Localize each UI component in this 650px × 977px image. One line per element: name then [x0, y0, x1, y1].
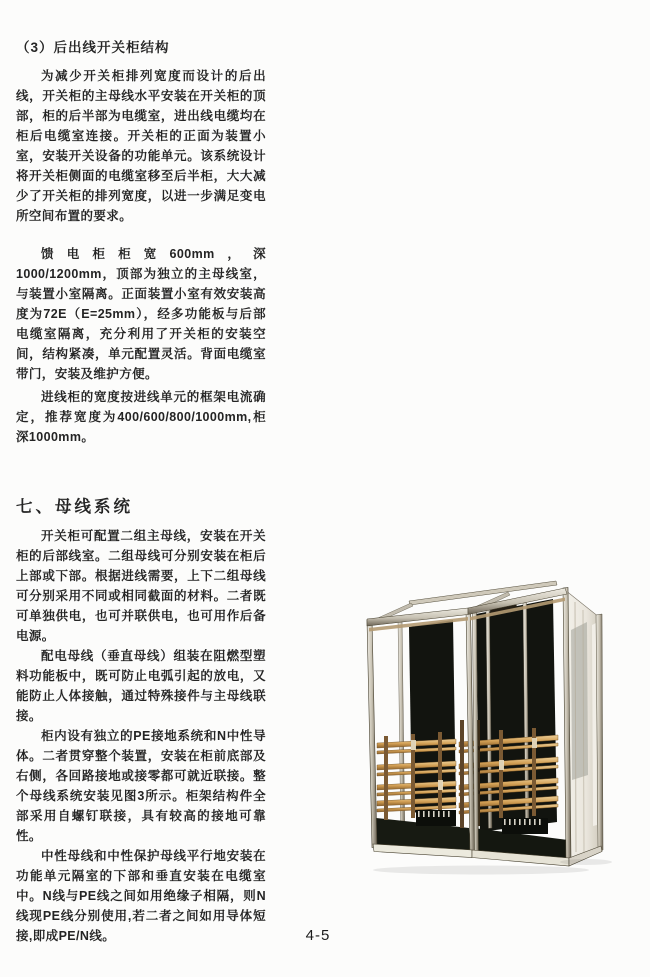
paragraph: 为减少开关柜排列宽度而设计的后出线，开关柜的主母线水平安装在开关柜的顶部，柜的后半部为电缆室，进出线电缆均在柜后电缆室连接。开关柜的正面为装置小室，安装开关设备的功能单元。该系统设计将开关柜侧面的电缆室移至后半柜，大大减少了开关柜的排列宽度，以进一步满足变电所空间布置的要求。 — [16, 69, 266, 223]
ground-shadow — [373, 859, 612, 875]
paragraph: 馈电柜柜宽600mm，深1000/1200mm，顶部为独立的主母线室，与装置小室隔离。正面装置小室有效安装高度为72E（E=25mm），经多功能板与后部电缆室隔离，充分利用了开关柜的安装空间，结构紧凑，单元配置灵活。背面电缆室带门，安装及维护方便。 — [16, 247, 266, 381]
paragraph: 柜内设有独立的PE接地系统和N中性导体。二者贯穿整个装置，安装在柜前底部及右侧，各回路接地或接零都可就近联接。整个母线系统安装见图3所示。柜架结构件全部采用自螺钉联接，具有较高的接地可靠性。 — [16, 729, 266, 843]
paragraph: 开关柜可配置二组主母线，安装在开关柜的后部线室。二组母线可分别安装在柜后上部或下部。根据进线需要，上下二组母线可分别采用不同或相同截面的材料。二者既可单独供电，也可并联供电，也可用作后备电源。 — [16, 529, 266, 643]
cabinet-frame-illustration — [356, 570, 648, 910]
section-busbar-system — [16, 497, 266, 946]
paragraph: 进线柜的宽度按进线单元的框架电流确定，推荐宽度为400/600/800/1000mm,柜深1000mm。 — [16, 390, 266, 444]
cabinet-frame-photo — [356, 570, 648, 910]
section-heading-rear-outgoing: （3）后出线开关柜结构 — [16, 40, 170, 55]
section-rear-outgoing — [16, 38, 266, 447]
paragraph: 配电母线（垂直母线）组装在阻燃型塑料功能板中，既可防止电弧引起的放电，又能防止人体接触，通过特殊接件与主母线联接。 — [16, 649, 266, 723]
paragraph: 中性母线和中性保护母线平行地安装在功能单元隔室的下部和垂直安装在电缆室中。N线与PE线之间如用绝缘子相隔，则N线现PE线分别使用,若二者之间如用导体短接,即成PE/N线。 — [16, 849, 266, 943]
section-heading-busbar-system: 七、母线系统 — [16, 498, 133, 516]
page-number: 4-5 — [305, 927, 331, 944]
